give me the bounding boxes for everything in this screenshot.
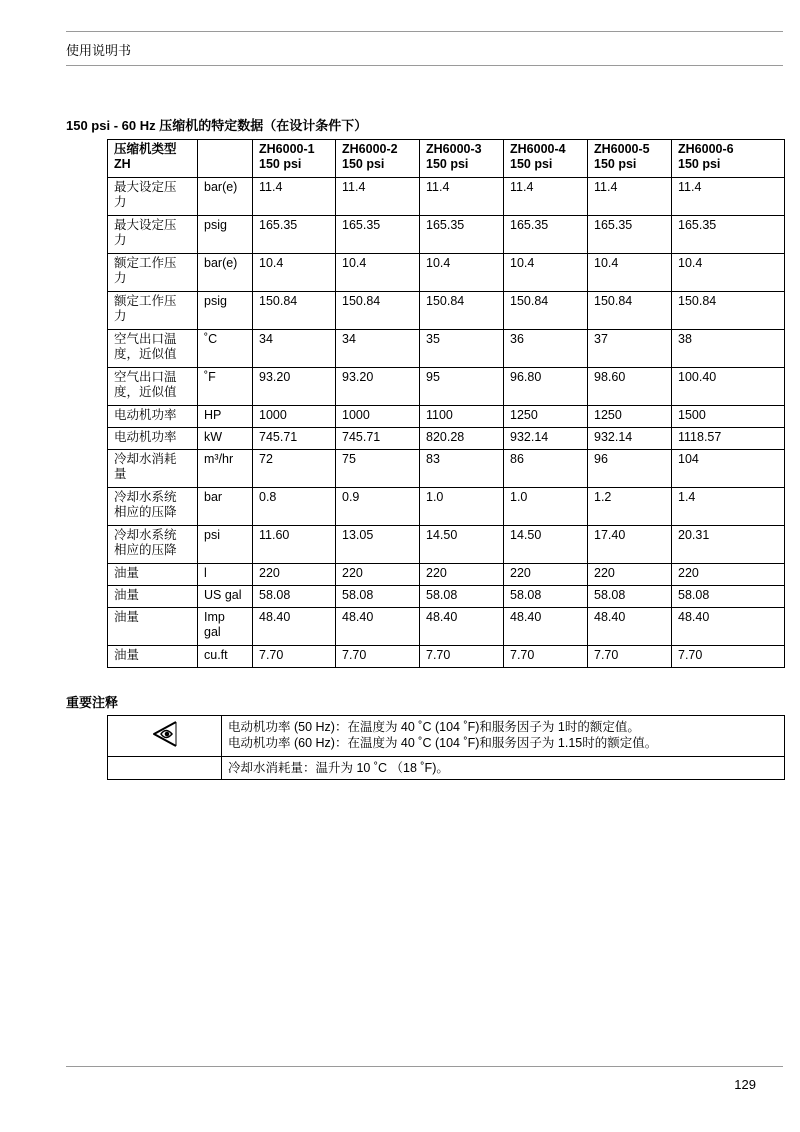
row-label-cell (108, 216, 198, 254)
table-row (108, 216, 785, 254)
header-cell (588, 140, 672, 178)
table-row (108, 254, 785, 292)
value-cell: 14.50 (504, 526, 588, 564)
value-cell: 220 (336, 564, 420, 586)
section-title: 150 psi - 60 Hz 压缩机的特定数据（在设计条件下） (66, 118, 368, 133)
unit-cell (198, 646, 253, 668)
value-cell: 220 (588, 564, 672, 586)
unit-cell (198, 526, 253, 564)
header-cell (108, 140, 198, 178)
table-row (108, 330, 785, 368)
value-cell: 220 (253, 564, 336, 586)
value-cell: 58.08 (588, 586, 672, 608)
unit-cell-line: HP (204, 408, 222, 422)
unit-cell (198, 564, 253, 586)
header-rule-top (66, 31, 783, 32)
row-label-cell-line: 电动机功率 (114, 408, 177, 422)
value-cell: 93.20 (336, 368, 420, 406)
table-row (108, 488, 785, 526)
header-cell (420, 140, 504, 178)
unit-cell (198, 178, 253, 216)
value-cell: 11.60 (253, 526, 336, 564)
row-label-cell-line: 度，近似值 (114, 347, 177, 361)
value-cell: 7.70 (672, 646, 785, 668)
unit-cell-line: bar(e) (204, 180, 238, 194)
eye-warning-icon (150, 738, 180, 752)
unit-cell (198, 406, 253, 428)
unit-cell (198, 292, 253, 330)
empty-cell (108, 757, 222, 780)
unit-cell-line: gal (204, 625, 221, 639)
value-cell: 165.35 (588, 216, 672, 254)
header-cell-line: ZH6000-1 (259, 142, 315, 156)
unit-cell (198, 428, 253, 450)
value-cell: 745.71 (253, 428, 336, 450)
value-cell: 150.84 (504, 292, 588, 330)
unit-cell (198, 254, 253, 292)
value-cell: 165.35 (672, 216, 785, 254)
row-label-cell-line: 力 (114, 195, 127, 209)
header-cell-line: 150 psi (510, 157, 553, 171)
value-cell: 98.60 (588, 368, 672, 406)
note-cell (222, 757, 785, 780)
header-cell (198, 140, 253, 178)
value-cell: 83 (420, 450, 504, 488)
header-cell (672, 140, 785, 178)
note-line: 冷却水消耗量：温升为 10 ˚C （18 ˚F)。 (228, 761, 449, 775)
value-cell: 58.08 (253, 586, 336, 608)
value-cell: 11.4 (253, 178, 336, 216)
value-cell: 48.40 (253, 608, 336, 646)
value-cell: 48.40 (504, 608, 588, 646)
value-cell: 93.20 (253, 368, 336, 406)
row-label-cell (108, 450, 198, 488)
row-label-cell-line: 冷却水消耗 (114, 452, 177, 466)
value-cell: 1100 (420, 406, 504, 428)
value-cell: 48.40 (588, 608, 672, 646)
value-cell: 58.08 (336, 586, 420, 608)
table-row (108, 368, 785, 406)
footer-rule (66, 1066, 783, 1067)
unit-cell (198, 586, 253, 608)
value-cell: 58.08 (672, 586, 785, 608)
value-cell: 150.84 (336, 292, 420, 330)
notes-title: 重要注释 (66, 695, 119, 710)
value-cell: 36 (504, 330, 588, 368)
table-row (108, 526, 785, 564)
header-cell-line: 150 psi (594, 157, 637, 171)
value-cell: 1118.57 (672, 428, 785, 450)
header-cell-line: ZH6000-6 (678, 142, 734, 156)
spec-table (107, 139, 785, 668)
value-cell: 1250 (588, 406, 672, 428)
row-label-cell-line: 空气出口温 (114, 370, 177, 384)
value-cell: 932.14 (588, 428, 672, 450)
unit-cell-line: kW (204, 430, 223, 444)
value-cell: 1.2 (588, 488, 672, 526)
value-cell: 48.40 (336, 608, 420, 646)
table-row (108, 564, 785, 586)
table-row (108, 292, 785, 330)
header-cell-line: ZH (114, 157, 131, 171)
value-cell: 13.05 (336, 526, 420, 564)
value-cell: 150.84 (420, 292, 504, 330)
value-cell: 165.35 (253, 216, 336, 254)
value-cell: 1500 (672, 406, 785, 428)
unit-cell-line: ˚F (204, 370, 216, 384)
note-line: 电动机功率 (60 Hz)：在温度为 40 ˚C (104 ˚F)和服务因子为 1.15时的额定值。 (228, 736, 658, 750)
value-cell: 38 (672, 330, 785, 368)
row-label-cell (108, 564, 198, 586)
unit-cell-line: psig (204, 294, 227, 308)
value-cell: 104 (672, 450, 785, 488)
unit-cell-line: psig (204, 218, 227, 232)
unit-cell-line: US gal (204, 588, 242, 602)
notes-row (108, 716, 785, 757)
value-cell: 165.35 (336, 216, 420, 254)
row-label-cell-line: 油量 (114, 610, 140, 624)
header-cell (336, 140, 420, 178)
row-label-cell (108, 646, 198, 668)
value-cell: 820.28 (420, 428, 504, 450)
value-cell: 10.4 (672, 254, 785, 292)
value-cell: 7.70 (336, 646, 420, 668)
note-cell (222, 716, 785, 757)
value-cell: 7.70 (504, 646, 588, 668)
value-cell: 86 (504, 450, 588, 488)
value-cell: 150.84 (253, 292, 336, 330)
row-label-cell-line: 最大设定压 (114, 218, 177, 232)
row-label-cell-line: 相应的压降 (114, 543, 177, 557)
table-row (108, 450, 785, 488)
unit-cell (198, 368, 253, 406)
value-cell: 0.8 (253, 488, 336, 526)
value-cell: 10.4 (336, 254, 420, 292)
unit-cell-line: bar (204, 490, 223, 504)
value-cell: 10.4 (253, 254, 336, 292)
table-row (108, 646, 785, 668)
value-cell: 165.35 (504, 216, 588, 254)
unit-cell (198, 216, 253, 254)
value-cell: 165.35 (420, 216, 504, 254)
value-cell: 1250 (504, 406, 588, 428)
header-cell-line: 150 psi (342, 157, 385, 171)
row-label-cell (108, 292, 198, 330)
value-cell: 10.4 (420, 254, 504, 292)
value-cell: 35 (420, 330, 504, 368)
icon-cell (108, 716, 222, 757)
row-label-cell-line: 油量 (114, 566, 140, 580)
header-cell-line: 150 psi (259, 157, 302, 171)
unit-cell-line: m³/hr (204, 452, 234, 466)
value-cell: 48.40 (420, 608, 504, 646)
value-cell: 220 (420, 564, 504, 586)
row-label-cell (108, 368, 198, 406)
unit-cell (198, 608, 253, 646)
row-label-cell-line: 空气出口温 (114, 332, 177, 346)
value-cell: 150.84 (588, 292, 672, 330)
value-cell: 58.08 (420, 586, 504, 608)
page-number: 129 (734, 1077, 756, 1092)
value-cell: 220 (504, 564, 588, 586)
row-label-cell (108, 406, 198, 428)
unit-cell (198, 450, 253, 488)
header-cell (253, 140, 336, 178)
unit-cell (198, 488, 253, 526)
table-row (108, 406, 785, 428)
value-cell: 150.84 (672, 292, 785, 330)
header-cell-line: ZH6000-5 (594, 142, 650, 156)
value-cell: 96 (588, 450, 672, 488)
value-cell: 1.4 (672, 488, 785, 526)
row-label-cell (108, 608, 198, 646)
value-cell: 11.4 (420, 178, 504, 216)
unit-cell-line: bar(e) (204, 256, 238, 270)
row-label-cell (108, 526, 198, 564)
row-label-cell-line: 度，近似值 (114, 385, 177, 399)
header-rule-bottom (66, 65, 783, 66)
header-cell-line: ZH6000-4 (510, 142, 566, 156)
row-label-cell-line: 油量 (114, 648, 140, 662)
row-label-cell (108, 488, 198, 526)
table-header-row (108, 140, 785, 178)
header-cell (504, 140, 588, 178)
notes-table (107, 715, 785, 780)
row-label-cell-line: 电动机功率 (114, 430, 177, 444)
table-row (108, 608, 785, 646)
notes-row (108, 757, 785, 780)
row-label-cell (108, 178, 198, 216)
row-label-cell-line: 量 (114, 467, 127, 481)
value-cell: 96.80 (504, 368, 588, 406)
value-cell: 0.9 (336, 488, 420, 526)
value-cell: 48.40 (672, 608, 785, 646)
value-cell: 34 (253, 330, 336, 368)
table-row (108, 178, 785, 216)
value-cell: 11.4 (336, 178, 420, 216)
value-cell: 72 (253, 450, 336, 488)
note-line: 电动机功率 (50 Hz)：在温度为 40 ˚C (104 ˚F)和服务因子为 1时的额定值。 (228, 720, 640, 734)
row-label-cell-line: 力 (114, 233, 127, 247)
value-cell: 1000 (336, 406, 420, 428)
table-row (108, 586, 785, 608)
unit-cell-line: psi (204, 528, 220, 542)
row-label-cell (108, 330, 198, 368)
value-cell: 37 (588, 330, 672, 368)
value-cell: 7.70 (588, 646, 672, 668)
value-cell: 745.71 (336, 428, 420, 450)
row-label-cell (108, 586, 198, 608)
value-cell: 932.14 (504, 428, 588, 450)
header-cell-line: 150 psi (678, 157, 721, 171)
row-label-cell-line: 相应的压降 (114, 505, 177, 519)
value-cell: 7.70 (420, 646, 504, 668)
table-row (108, 428, 785, 450)
row-label-cell-line: 力 (114, 309, 127, 323)
header-cell-line: 压缩机类型 (114, 142, 177, 156)
row-label-cell-line: 最大设定压 (114, 180, 177, 194)
value-cell: 14.50 (420, 526, 504, 564)
row-label-cell-line: 油量 (114, 588, 140, 602)
header-cell-line: ZH6000-3 (426, 142, 482, 156)
value-cell: 7.70 (253, 646, 336, 668)
unit-cell (198, 330, 253, 368)
value-cell: 1.0 (504, 488, 588, 526)
row-label-cell-line: 冷却水系统 (114, 490, 177, 504)
row-label-cell-line: 额定工作压 (114, 256, 177, 270)
value-cell: 95 (420, 368, 504, 406)
header-cell-line: ZH6000-2 (342, 142, 398, 156)
row-label-cell (108, 254, 198, 292)
unit-cell-line: l (204, 566, 207, 580)
value-cell: 11.4 (588, 178, 672, 216)
value-cell: 1.0 (420, 488, 504, 526)
value-cell: 10.4 (588, 254, 672, 292)
unit-cell-line: ˚C (204, 332, 218, 346)
row-label-cell (108, 428, 198, 450)
row-label-cell-line: 冷却水系统 (114, 528, 177, 542)
value-cell: 34 (336, 330, 420, 368)
document-title: 使用说明书 (66, 43, 132, 58)
value-cell: 220 (672, 564, 785, 586)
value-cell: 17.40 (588, 526, 672, 564)
value-cell: 10.4 (504, 254, 588, 292)
value-cell: 20.31 (672, 526, 785, 564)
row-label-cell-line: 力 (114, 271, 127, 285)
value-cell: 11.4 (672, 178, 785, 216)
value-cell: 11.4 (504, 178, 588, 216)
value-cell: 100.40 (672, 368, 785, 406)
header-cell-line: 150 psi (426, 157, 469, 171)
value-cell: 1000 (253, 406, 336, 428)
row-label-cell-line: 额定工作压 (114, 294, 177, 308)
unit-cell-line: cu.ft (204, 648, 228, 662)
value-cell: 75 (336, 450, 420, 488)
unit-cell-line: Imp (204, 610, 225, 624)
value-cell: 58.08 (504, 586, 588, 608)
